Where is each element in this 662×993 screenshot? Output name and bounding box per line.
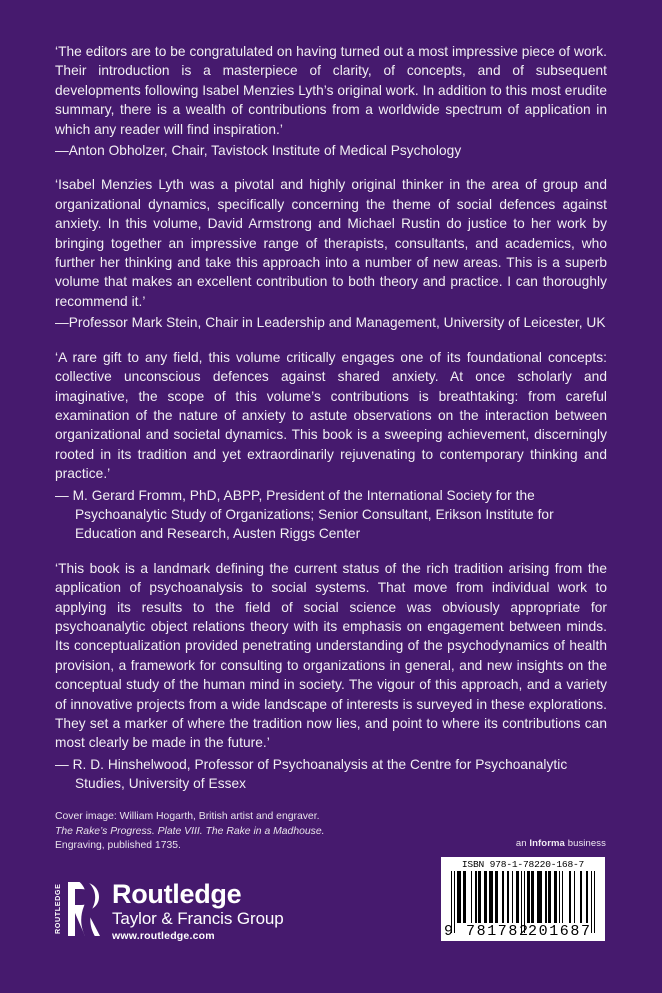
credit-line-1: Cover image: William Hogarth, British artist and engraver. xyxy=(55,811,320,822)
barcode-bars xyxy=(444,871,602,923)
blurb-item xyxy=(55,175,607,332)
informa-suffix: business xyxy=(564,838,606,849)
credit-line-3: Engraving, published 1735. xyxy=(55,840,181,852)
isbn-barcode-panel xyxy=(441,857,605,941)
taylor-francis-group-label: Taylor & Francis Group xyxy=(112,909,284,928)
routledge-logo xyxy=(52,880,302,942)
informa-prefix: an xyxy=(515,838,530,849)
barcode-digits-right: 201687 xyxy=(528,923,592,940)
barcode-digits xyxy=(444,924,602,942)
blurb-item xyxy=(55,42,607,160)
credit-line-2-title: The Rake’s Progress. Plate VIII. The Rake in a Madhouse. xyxy=(55,825,325,837)
informa-brand: Informa xyxy=(529,838,565,849)
blurb-list xyxy=(55,42,607,808)
blurb-text: ‘Isabel Menzies Lyth was a pivotal and highly original thinker in the area of group and organizational dynamics, specifically concerning the theme of social defences against anxiety. In this volume, David Armstrong and Michael Rustin do justice to her work by bringing together an impressive range of therapists, consultants, and academics, who further her thinking and take this approach into a number of new areas. This is a superb volume that makes an excellent contribution to both theory and practice. I can thoroughly recommend it.’ xyxy=(55,177,607,309)
blurb-text: ‘A rare gift to any field, this volume critically engages one of its foundational concepts: collective unconscious defences against shared anxiety. At once scholarly and imaginative, the scope of this volume’s contributions is breathtaking: from careful examination of the nature of anxiety to astute observations on the interaction between organizational and societal dynamics. This book is a sweeping achievement, discerningly rooted in its tradition and yet extraordinarily rejuvenating to contemporary thinking and practice.’ xyxy=(55,349,607,482)
isbn-text: ISBN 978-1-78220-168-7 xyxy=(461,859,585,870)
routledge-r-mark-icon xyxy=(52,880,104,938)
routledge-url[interactable]: www.routledge.com xyxy=(112,930,215,942)
blurb-attribution: — R. D. Hinshelwood, Professor of Psychoanalysis at the Centre for Psychoanalytic Studies, University of Essex xyxy=(55,756,568,792)
cover-image-credit xyxy=(55,810,415,854)
blurb-item xyxy=(55,348,607,544)
blurb-text: ‘This book is a landmark defining the current status of the rich tradition arising from the application of psychoanalysis to social systems. That move from individual work to applying its results to the field of social science was obviously appropriate for psychoanalytic object relations theory with its emphasis on engagement between minds. Its conceptualization provided penetrating understanding of the psychodynamics of health provision, a framework for consulting to organizations in general, and new insights on the conceptual study of the human mind in society. The vigour of this approach, and a variety of innovative projects from a wide landscape of interests is surveyed in these explorations. They set a marker of where the tradition now lies, and point to where its contributions can most clearly be made in the future.’ xyxy=(55,560,607,751)
blurb-attribution: —Professor Mark Stein, Chair in Leadership and Management, University of Leicester, UK xyxy=(55,315,606,331)
routledge-wordmark xyxy=(112,880,284,943)
barcode-digits-left: 781782 xyxy=(466,923,530,940)
routledge-name: Routledge xyxy=(112,879,242,909)
blurb-text: ‘The editors are to be congratulated on having turned out a most impressive piece of work. Their introduction is a masterpiece of clarity, of concepts, and of subsequent developments following Isabel Menzies Lyth’s original work. In addition to this most erudite summary, there is a wealth of contributions from a worldwide spectrum of application in which any reader will find inspiration.’ xyxy=(55,44,607,137)
blurb-attribution: —Anton Obholzer, Chair, Tavistock Institute of Medical Psychology xyxy=(55,143,462,159)
routledge-mark-vertical-text: ROUTLEDGE xyxy=(53,883,62,935)
blurb-attribution: — M. Gerard Fromm, PhD, ABPP, President of the International Society for the Psychoanalytic Study of Organizations; Senior Consultant, Erikson Institute for Education and Research, Austen Riggs Center xyxy=(55,487,554,542)
barcode-digit-lead: 9 xyxy=(444,923,455,940)
informa-business-line xyxy=(516,838,606,849)
blurb-item xyxy=(55,559,607,794)
